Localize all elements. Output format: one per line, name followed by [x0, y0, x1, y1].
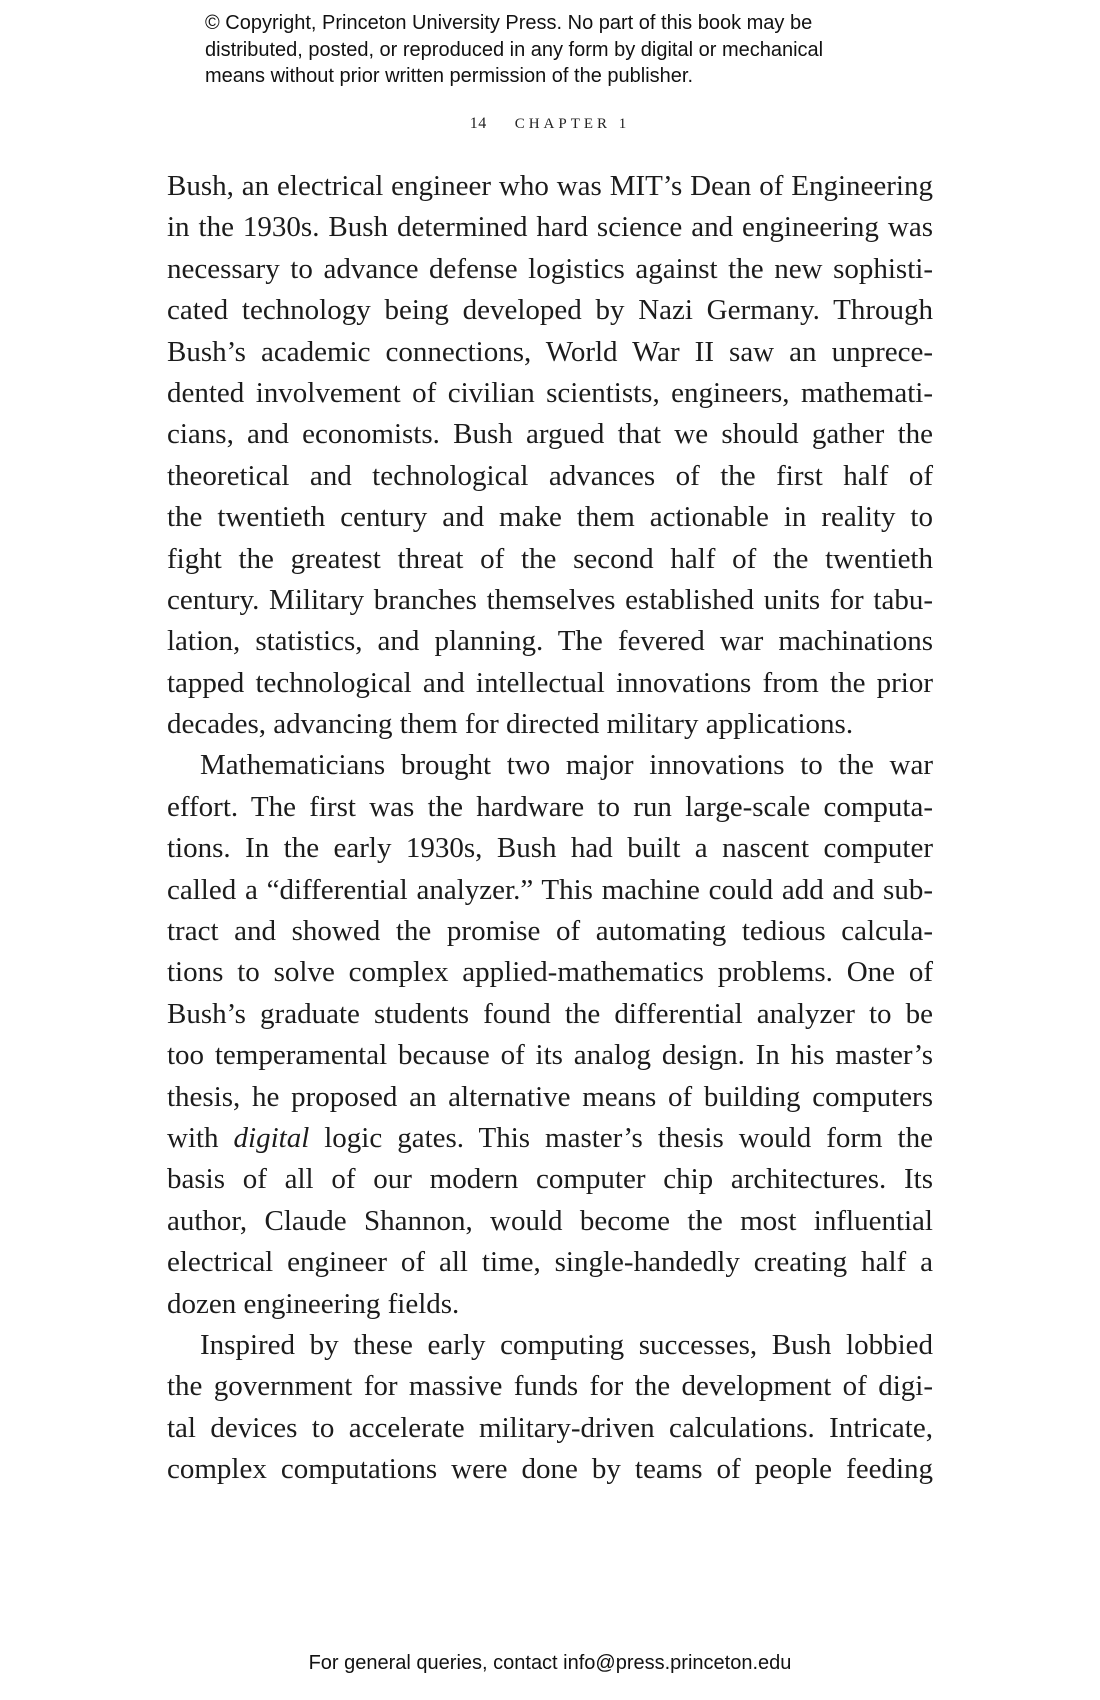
text-line: tions to solve complex applied-mathematics problems. One of: [167, 956, 933, 989]
text-line: author, Claude Shannon, would become the most influential: [167, 1204, 933, 1237]
paragraph: [167, 745, 933, 1324]
italic-emphasis: digital: [233, 1121, 310, 1154]
text-line: tions. In the early 1930s, Bush had built a nascent computer: [167, 832, 933, 865]
text-segment: logic gates. This master’s thesis would form the: [309, 1121, 933, 1154]
page-number: 14: [469, 115, 487, 132]
text-line: complex computations were done by teams of people feeding: [167, 1453, 933, 1486]
paragraph: [167, 1325, 933, 1491]
text-line-with-italic: [167, 1118, 933, 1159]
paragraph: [167, 166, 933, 745]
text-line: the government for massive funds for the development of digi-: [167, 1370, 933, 1403]
text-segment: with: [167, 1121, 234, 1154]
text-line: electrical engineer of all time, single-handedly creating half a: [167, 1246, 933, 1279]
text-line: the twentieth century and make them actionable in reality to: [167, 501, 933, 534]
text-line: too temperamental because of its analog design. In his master’s: [167, 1039, 933, 1072]
text-line: Inspired by these early computing successes, Bush lobbied: [200, 1328, 933, 1361]
text-line: century. Military branches themselves established units for tabu-: [167, 583, 933, 616]
chapter-label: CHAPTER 1: [514, 116, 631, 132]
text-line: in the 1930s. Bush determined hard science and engineering was: [167, 211, 933, 244]
footer-contact: For general queries, contact info@press.princeton.edu: [308, 1652, 792, 1674]
copyright-line: means without prior written permission of the publisher.: [205, 65, 694, 87]
text-line: Mathematicians brought two major innovations to the war: [200, 749, 933, 782]
text-line: decades, advancing them for directed military applications.: [167, 708, 854, 741]
text-line: Bush, an electrical engineer who was MIT’s Dean of Engineering: [167, 170, 933, 202]
text-line: Bush’s graduate students found the differential analyzer to be: [167, 997, 933, 1030]
text-line: effort. The first was the hardware to run large-scale computa-: [167, 790, 933, 823]
text-line: necessary to advance defense logistics against the new sophisti-: [167, 252, 933, 285]
text-line: tract and showed the promise of automating tedious calcula-: [167, 915, 933, 948]
copyright-notice: [205, 10, 925, 90]
copyright-line: distributed, posted, or reproduced in any form by digital or mechanical: [205, 38, 824, 61]
text-line: tal devices to accelerate military-driven calculations. Intricate,: [167, 1411, 933, 1444]
text-line: dented involvement of civilian scientists, engineers, mathemati-: [167, 376, 933, 409]
text-line: lation, statistics, and planning. The fevered war machinations: [167, 625, 933, 658]
running-head: [0, 115, 1100, 133]
text-line: called a “differential analyzer.” This machine could add and sub-: [167, 873, 933, 906]
text-line: theoretical and technological advances of the first half of: [167, 459, 933, 492]
copyright-line: © Copyright, Princeton University Press. No part of this book may be: [205, 12, 813, 34]
text-line: basis of all of our modern computer chip architectures. Its: [167, 1163, 933, 1196]
text-line: dozen engineering fields.: [167, 1287, 460, 1320]
text-line: cians, and economists. Bush argued that we should gather the: [167, 418, 933, 451]
text-line: fight the greatest threat of the second half of the twentieth: [167, 542, 933, 575]
text-line: cated technology being developed by Nazi Germany. Through: [167, 294, 933, 327]
body-text: [167, 166, 933, 1491]
text-line: tapped technological and intellectual innovations from the prior: [167, 666, 933, 699]
text-line: thesis, he proposed an alternative means of building computers: [167, 1080, 933, 1113]
text-line: Bush’s academic connections, World War II saw an unprece-: [167, 335, 933, 368]
